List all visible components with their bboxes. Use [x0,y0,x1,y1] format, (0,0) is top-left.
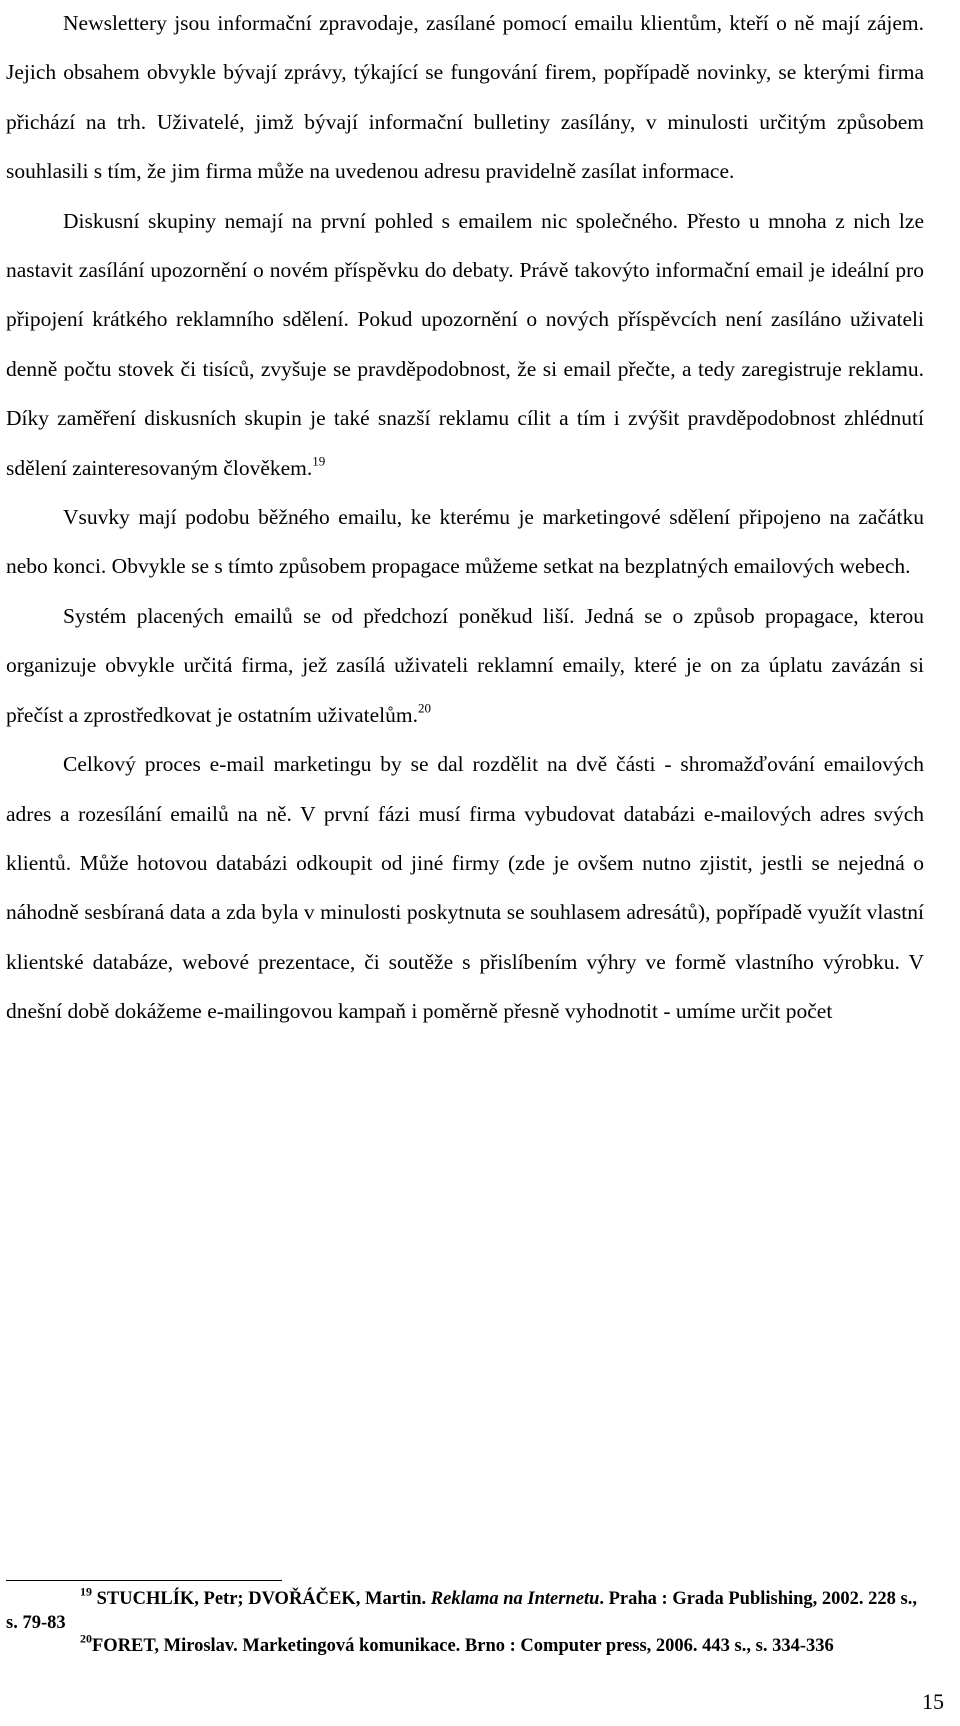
footnote-19 [6,1584,924,1635]
paragraph-text: Newslettery jsou informační zpravodaje, zasílané pomocí emailu klientům, kteří o ně mají zájem. Jejich obsahem obvykle bývají zprávy, týkající se fungování firem, popřípadě novinky, se kterými firma přichází na trh. Uživatelé, jimž bývají informační bulletiny zasílány, v minulosti určitým způsobem souhlasili s tím, že jim firma může na uvedenou adresu pravidelně zasílat informace. [6,11,924,184]
footnote-text-start: STUCHLÍK, Petr; DVOŘÁČEK, Martin. [96,1589,431,1609]
footnotes-section [6,1584,924,1659]
paragraph-text: Vsuvky mají podobu běžného emailu, ke kterému je marketingové sdělení připojeno na začátku nebo konci. Obvykle se s tímto způsobem propagace můžeme setkat na bezplatných emailových webech. [6,505,924,579]
footnote-separator [6,1580,282,1581]
paragraph-newsletters [6,0,924,197]
paragraph-text: Systém placených emailů se od předchozí poněkud liší. Jedná se o způsob propagace, kterou organizuje obvykle určitá firma, jež zasílá uživateli reklamní emaily, které je on za úplatu zavázán si přečíst a zprostředkovat je ostatním uživatelům. [6,603,924,727]
paragraph-email-marketing-process [6,740,924,1036]
footnote-book-title: Reklama na Internetu [430,1589,600,1609]
paragraph-discussion-groups [6,197,924,493]
page-number: 15 [922,1689,944,1714]
footnote-text: FORET, Miroslav. Marketingová komunikace. Brno : Computer press, 2006. 443 s., s. 334-336 [92,1636,834,1656]
paragraph-text: Celkový proces e-mail marketingu by se dal rozdělit na dvě části - shromažďování emailových adres a rozesílání emailů na ně. V první fázi musí firma vybudovat databázi e-mailových adres svých klientů. Může hotovou databázi odkoupit od jiné firmy (zde je ovšem nutno zjistit, jestli se nejedná o náhodně sesbíraná data a zda byla v minulosti poskytnuta se souhlasem adresátů), popřípadě využít vlastní klientské databáze, webové prezentace, či soutěže s přislíbením výhry ve formě vlastního výrobku. V dnešní době dokážeme e-mailingovou kampaň i poměrně přesně vyhodnotit - umíme určit počet [6,752,924,1024]
paragraph-inserts [6,493,924,592]
footnote-number: 20 [80,1631,92,1646]
footnote-reference[interactable]: 20 [417,699,431,715]
paragraph-text: Diskusní skupiny nemají na první pohled s emailem nic společného. Přesto u mnoha z nich lze nastavit zasílání upozornění o novém příspěvku do debaty. Právě takovýto informační email je ideální pro připojení krátkého reklamního sdělení. Pokud upozornění o nových příspěvcích není zasíláno uživateli denně počtu stovek či tisíců, zvyšuje se pravděpodobnost, že si email přečte, a tedy zaregistruje reklamu. Díky zaměření diskusních skupin je také snazší reklamu cílit a tím i zvýšit pravděpodobnost zhlédnutí sdělení zainteresovaným člověkem. [6,208,924,480]
footnote-text-end: . Praha : Grada Publishing, 2002. 228 s., s. 79-83 [6,1589,918,1633]
footnote-20 [6,1631,924,1659]
footnote-reference[interactable]: 19 [312,452,326,468]
paragraph-paid-emails [6,592,924,740]
page-body [6,0,924,1037]
footnote-number: 19 [80,1584,92,1599]
